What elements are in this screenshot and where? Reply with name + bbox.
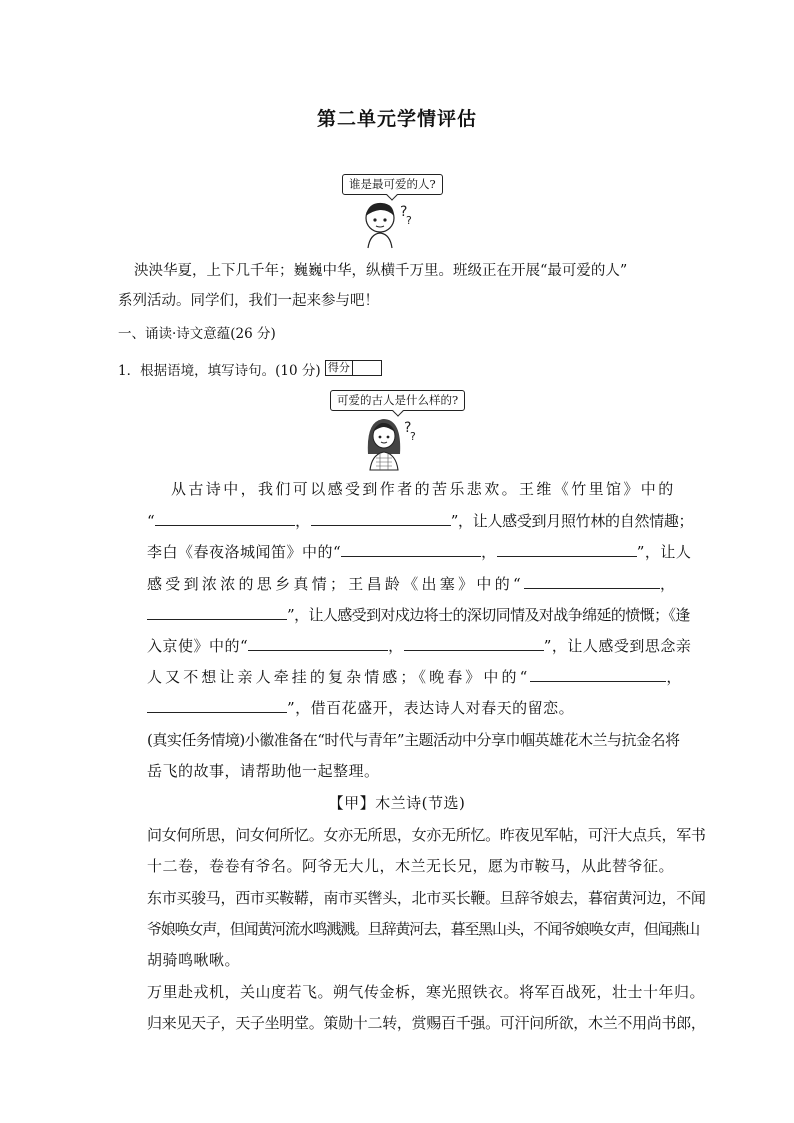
line-5-tail: ”，让人感受到对戍边将士的深切同情及对战争绵延的愤慨；《逢 [287,606,690,624]
poem-line-6: 万里赴戎机，关山度若飞。朔气传金柝，寒光照铁衣。将军百战死，壮士十年归。 [147,983,706,1001]
blank-6[interactable] [147,605,287,620]
task-line-2: 岳飞的故事，请帮助他一起整理。 [147,762,380,780]
blank-9[interactable] [530,667,666,682]
passage-line-7 [147,666,682,687]
blank-2[interactable] [311,511,451,526]
question-1 [118,359,382,380]
line-8-tail: ”，借百花盛开，表达诗人对春天的留恋。 [287,699,575,717]
svg-text:?: ? [404,420,412,436]
bubble-1-text: 谁是最可爱的人? [349,177,436,191]
blank-10[interactable] [147,698,287,713]
comma-5: ， [666,668,682,686]
comma-2: ， [481,543,497,561]
line-7-head: 人又不想让亲人牵挂的复杂情感；《晚春》中的“ [147,668,531,686]
line-3-tail: ”，让人 [636,543,692,561]
passage-line-1: 从古诗中，我们可以感受到作者的苦乐悲欢。王维《竹里馆》中的 [171,480,676,498]
intro-line-1: 泱泱华夏，上下几千年；巍巍中华，纵横千万里。班级正在开展“最可爱的人” [134,263,628,279]
blank-4[interactable] [497,542,637,557]
passage-line-2 [147,510,693,531]
svg-text:?: ? [410,430,416,443]
poem-line-4: 爷娘唤女声，但闻黄河流水鸣溅溅。旦辞黄河去，暮至黑山头，不闻爷娘唤女声，但闻燕山 [147,920,700,938]
blank-7[interactable] [248,636,388,651]
comma-3: ， [659,575,676,593]
passage-line-6 [147,635,691,656]
bubble-2-text: 可爱的古人是什么样的? [337,393,459,407]
quote-open: “ [147,512,156,530]
speech-bubble-2 [330,390,465,411]
svg-text:?: ? [406,214,412,227]
line-6-head: 入京使》中的“ [147,637,249,655]
boy-illustration [362,198,420,250]
poem-line-3: 东市买骏马，西市买鞍鞯，南市买辔头，北市买长鞭。旦辞爷娘去，暮宿黄河边，不闻 [147,889,706,907]
question-1-text: 1．根据语境，填写诗句。(10 分) [118,363,321,379]
poem-line-1: 问女何所思，问女何所忆。女亦无所思，女亦无所忆。昨夜见军帖，可汗大点兵，军书 [147,826,706,844]
svg-text:?: ? [400,204,408,220]
passage-line-8 [147,697,574,718]
poem-line-2: 十二卷，卷卷有爷名。阿爷无大儿，木兰无长兄，愿为市鞍马，从此替爷征。 [147,857,675,875]
line-2-tail: ”，让人感受到月照竹林的自然情趣； [450,512,694,530]
line-3-head: 李白《春夜洛城闻笛》中的“ [147,543,342,561]
speech-bubble-1 [342,174,443,195]
passage-line-3 [147,541,691,562]
line-6-tail: ”，让人感受到思念亲 [543,637,692,655]
comma-4: ， [388,637,404,655]
intro-line-2: 系列活动。同学们，我们一起来参与吧！ [118,293,379,309]
score-input-box[interactable] [352,361,381,375]
passage-line-5 [147,604,690,625]
poem-line-5: 胡骑鸣啾啾。 [147,951,241,969]
score-box [325,360,382,376]
blank-3[interactable] [341,542,481,557]
blank-8[interactable] [404,636,544,651]
line-4-head: 感受到浓浓的思乡真情；王昌龄《出塞》中的“ [147,575,524,593]
poem-title: 【甲】木兰诗(节选) [328,794,466,812]
page-title: 第二单元学情评估 [316,108,477,130]
task-line-1: (真实任务情境)小徽准备在“时代与青年”主题活动中分享巾帼英雄花木兰与抗金名将 [147,731,680,749]
comma-1: ， [295,512,311,530]
section-heading-1: 一、诵读·诗文意蕴(26 分) [118,326,276,342]
poem-line-7: 归来见天子，天子坐明堂。策勋十二转，赏赐百千强。可汗问所欲，木兰不用尚书郎， [147,1014,706,1032]
score-label: 得分 [327,360,350,374]
girl-illustration [364,414,422,472]
blank-5[interactable] [524,574,660,589]
blank-1[interactable] [155,511,295,526]
passage-line-4 [147,573,676,594]
